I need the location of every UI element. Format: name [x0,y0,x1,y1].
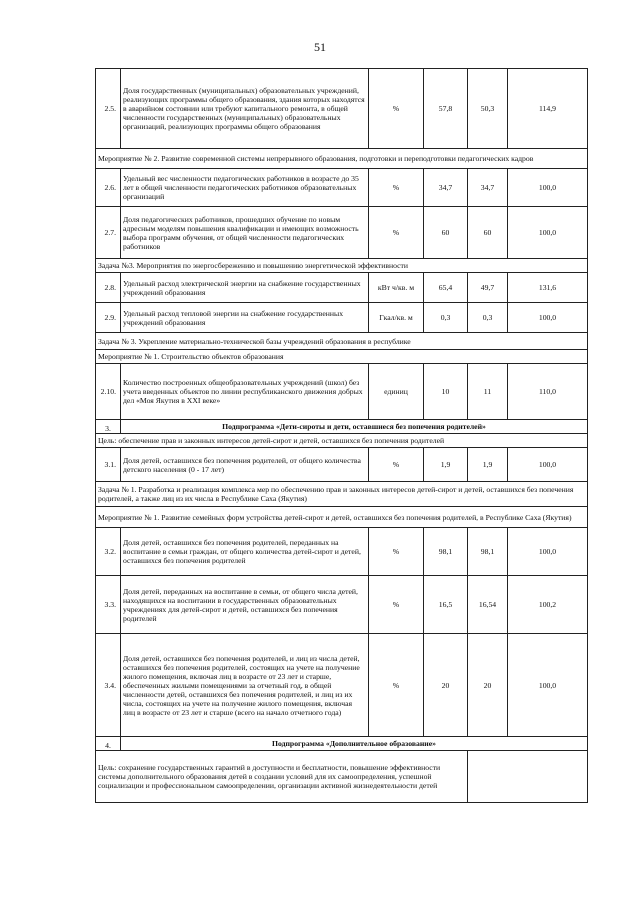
subprogram-row [96,737,588,751]
indicator-planned-value: 57,8 [424,69,468,149]
indicator-text: Удельный расход тепловой энергии на снабжение государственных учреждений образования [121,303,369,333]
page-number: 51 [314,40,326,54]
subprogram-title: Подпрограмма «Дети-сироты и дети, оставшиеся без попечения родителей» [121,420,588,434]
indicator-planned-value: 10 [424,364,468,420]
task-row [96,333,588,350]
indicator-number: 2.7. [96,207,121,259]
indicator-planned-value: 0,3 [424,303,468,333]
indicator-completion-percent: 100,0 [508,207,588,259]
indicator-planned-value: 34,7 [424,169,468,207]
goal-row [96,751,588,803]
task-text: Задача №3. Мероприятия по энергосбережению и повышению энергетической эффективности [96,259,588,273]
indicator-number: 2.5. [96,69,121,149]
indicator-row [96,169,588,207]
indicator-text: Количество построенных общеобразовательных учреждений (школ) без учета введенных объектов по линии республиканского движения добрых дел «Моя Якутия в XXI веке» [121,364,369,420]
indicator-actual-value: 1,9 [468,448,508,482]
indicator-number: 3.1. [96,448,121,482]
task-text: Мероприятие № 2. Развитие современной системы непрерывного образования, подготовки и переподготовки педагогических кадров [96,149,588,169]
indicator-completion-percent: 100,0 [508,634,588,737]
indicator-text: Доля детей, оставшихся без попечения родителей, переданных на воспитание в семьи граждан, от общего количества детей-сирот и детей, оставшихся без попечения родителей [121,528,369,576]
indicator-completion-percent: 100,0 [508,528,588,576]
subprogram-row [96,420,588,434]
indicator-actual-value: 11 [468,364,508,420]
indicator-unit: % [369,69,424,149]
indicator-number: 2.9. [96,303,121,333]
indicator-unit: % [369,448,424,482]
indicator-number: 3.2. [96,528,121,576]
indicator-unit: % [369,169,424,207]
indicator-row [96,448,588,482]
subprogram-number: 4. [96,737,121,751]
indicator-unit: кВт ч/кв. м [369,273,424,303]
indicator-unit: % [369,207,424,259]
task-text: Задача № 1. Разработка и реализация комплекса мер по обеспечению прав и законных интересов детей-сирот и детей, оставшихся без попечения родителей, а также лиц из их числа в Республике Саха (Якутия) [96,482,588,507]
indicator-text: Доля педагогических работников, прошедших обучение по новым адресным моделям повышения квалификации и имеющих возможность выбора программ обучения, от общей численности педагогических работников [121,207,369,259]
indicator-actual-value: 49,7 [468,273,508,303]
indicator-completion-percent: 131,6 [508,273,588,303]
indicator-number: 3.4. [96,634,121,737]
indicator-row [96,207,588,259]
indicator-row [96,69,588,149]
indicators-table [95,68,588,803]
goal-empty-cell [468,751,588,803]
indicator-text: Доля детей, оставшихся без попечения родителей, и лиц из числа детей, оставшихся без попечения родителей, состоящих на учете на получение жилого помещения, включая лиц в возрасте от 23 лет и старше, обеспеченных жилыми помещениями за отчетный год, в общей численности детей, оставшихся без попечения родителей, и лиц из их числа, состоящих на учете на получение жилого помещения, включая лиц в возрасте от 23 лет и старше (всего на начало отчетного года) [121,634,369,737]
indicator-text: Доля детей, переданных на воспитание в семьи, от общего числа детей, находящихся на воспитании в государственных образовательных учреждениях для детей-сирот и детей, оставшихся без попечения родителей [121,576,369,634]
indicators-table-body [96,69,588,803]
indicator-actual-value: 16,54 [468,576,508,634]
indicator-actual-value: 98,1 [468,528,508,576]
indicator-actual-value: 34,7 [468,169,508,207]
indicator-planned-value: 65,4 [424,273,468,303]
indicator-row [96,528,588,576]
indicator-completion-percent: 100,0 [508,303,588,333]
indicator-row [96,634,588,737]
indicator-completion-percent: 100,0 [508,448,588,482]
indicator-unit: % [369,576,424,634]
indicator-planned-value: 1,9 [424,448,468,482]
indicator-actual-value: 20 [468,634,508,737]
task-row [96,259,588,273]
indicator-number: 3.3. [96,576,121,634]
indicator-text: Доля государственных (муниципальных) образовательных учреждений, реализующих программы общего образования, здания которых находятся в аварийном состоянии или требуют капитального ремонта, в общей численности государственных (муниципальных) образовательных организаций, реализующих программы общего образования [121,69,369,149]
indicator-unit: Гкал/кв. м [369,303,424,333]
indicator-planned-value: 60 [424,207,468,259]
indicator-number: 2.6. [96,169,121,207]
task-row [96,482,588,507]
task-row [96,149,588,169]
task-text: Цель: обеспечение прав и законных интересов детей-сирот и детей, оставшихся без попечения родителей [96,434,588,448]
indicator-actual-value: 60 [468,207,508,259]
indicator-row [96,364,588,420]
indicator-completion-percent: 114,9 [508,69,588,149]
task-row [96,350,588,364]
subprogram-title: Подпрограмма «Дополнительное образование» [121,737,588,751]
task-text: Задача № 3. Укрепление материально-технической базы учреждений образования в республике [96,333,588,350]
indicator-row [96,273,588,303]
indicator-number: 2.10. [96,364,121,420]
goal-text: Цель: сохранение государственных гарантий в доступности и бесплатности, повышение эффективности системы дополнительного образования детей в создании условий для их самоопределения, успешной социализации и профессиональном самоопределении, организации активной жизнедеятельности детей [96,751,468,803]
indicator-planned-value: 16,5 [424,576,468,634]
task-row [96,507,588,528]
indicator-row [96,576,588,634]
indicator-unit: % [369,528,424,576]
indicator-actual-value: 0,3 [468,303,508,333]
subprogram-number: 3. [96,420,121,434]
indicator-text: Доля детей, оставшихся без попечения родителей, от общего количества детского населения (0 - 17 лет) [121,448,369,482]
indicator-row [96,303,588,333]
task-row [96,434,588,448]
indicator-number: 2.8. [96,273,121,303]
indicator-text: Удельный вес численности педагогических работников в возрасте до 35 лет в общей численности педагогических работников образовательных организаций [121,169,369,207]
indicator-text: Удельный расход электрической энергии на снабжение государственных учреждений образования [121,273,369,303]
indicator-planned-value: 20 [424,634,468,737]
indicator-unit: единиц [369,364,424,420]
task-text: Мероприятие № 1. Строительство объектов образования [96,350,588,364]
indicator-unit: % [369,634,424,737]
indicator-completion-percent: 110,0 [508,364,588,420]
task-text: Мероприятие № 1. Развитие семейных форм устройства детей-сирот и детей, оставшихся без попечения родителей, в Республике Саха (Якутия) [96,507,588,528]
indicator-planned-value: 98,1 [424,528,468,576]
indicator-actual-value: 50,3 [468,69,508,149]
indicator-completion-percent: 100,2 [508,576,588,634]
indicator-completion-percent: 100,0 [508,169,588,207]
